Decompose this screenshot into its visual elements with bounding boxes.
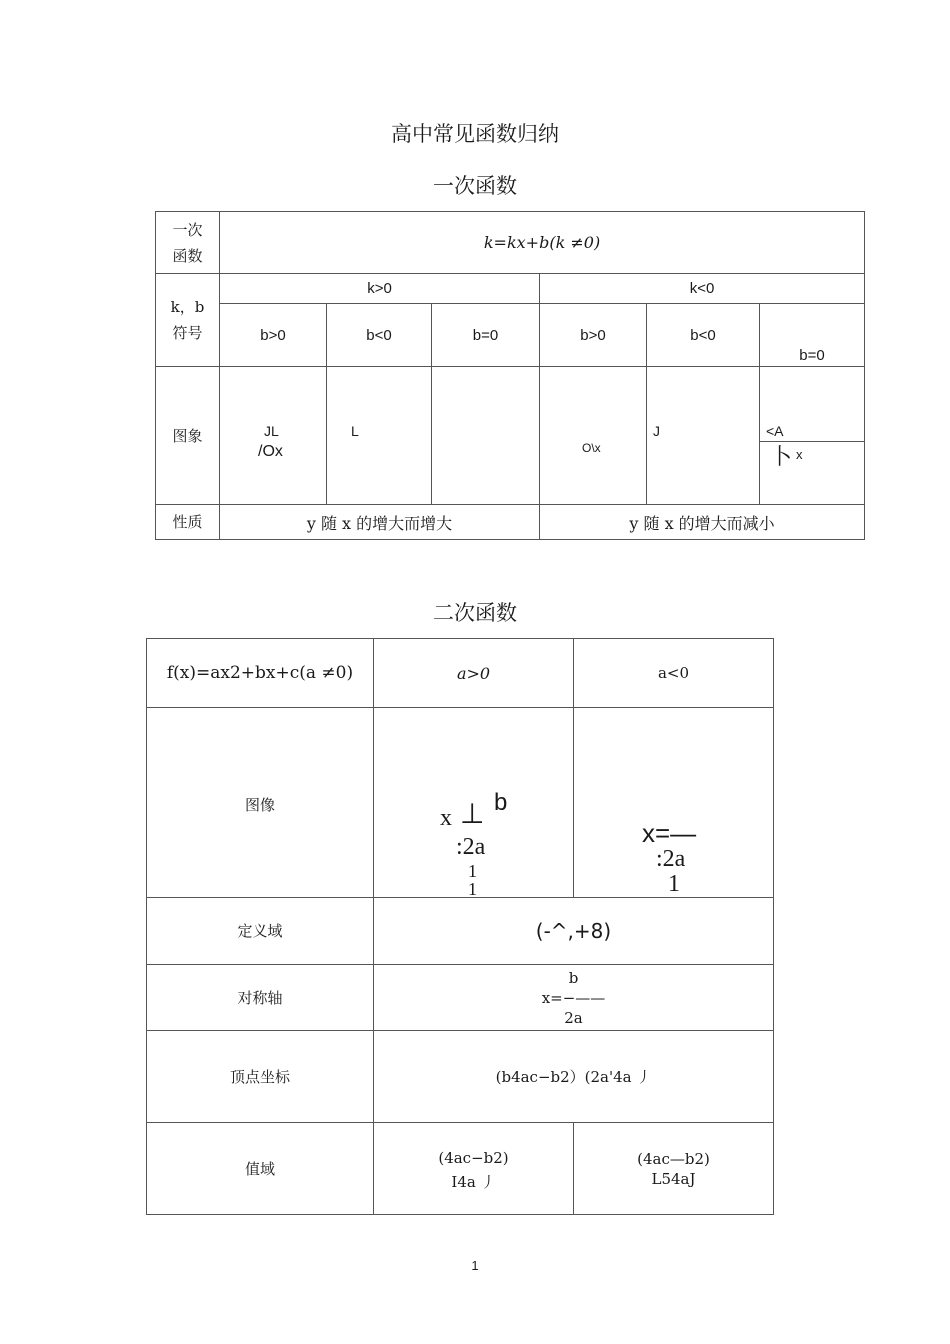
range-positive [374, 1123, 574, 1215]
b-label-3: b=0 [432, 304, 540, 367]
img-pos-one-1: 1 [468, 861, 477, 881]
axis-b: b [568, 968, 579, 987]
img-neg-den: :2a [656, 846, 686, 872]
graph-cell-2 [327, 367, 432, 505]
quadratic-image-positive [374, 708, 574, 898]
b-label-5: b<0 [647, 304, 760, 367]
vertex-value: (b4ac−b2）(2a'4a 丿 [374, 1031, 774, 1123]
vertex-label: 顶点坐标 [147, 1031, 374, 1123]
domain-value: (-^,+8) [374, 898, 774, 965]
img-pos-b: b [494, 789, 508, 816]
img-pos-den: :2a [456, 834, 486, 860]
domain-label: 定义域 [147, 898, 374, 965]
property-label: 性质 [156, 505, 220, 540]
quadratic-image-negative [574, 708, 774, 898]
graph-text-o-x: O\x [582, 441, 601, 455]
range-neg-line-2: L54aJ [651, 1169, 696, 1188]
quadratic-image-label: 图像 [147, 708, 374, 898]
axis-label: 对称轴 [147, 965, 374, 1031]
linear-image-label: 图象 [156, 367, 220, 505]
range-pos-line-2: I4a 丿 [451, 1172, 496, 1191]
img-neg-one: 1 [668, 871, 680, 897]
axis-x: x=−—— [541, 988, 606, 1007]
sign-label-text: k，b符号 [170, 298, 205, 342]
img-pos-one-2: 1 [468, 879, 477, 899]
linear-function-table [155, 211, 865, 540]
graph-cell-4 [540, 367, 647, 505]
b-label-6: b=0 [760, 304, 865, 367]
linear-formula: k=kx+b(k ≠0) [220, 212, 865, 274]
property-decreasing: y 随 x 的增大而减小 [540, 505, 865, 540]
graph-text-j: J [653, 423, 660, 439]
property-increasing: y 随 x 的增大而增大 [220, 505, 540, 540]
axis-value [374, 965, 774, 1031]
sign-label [156, 274, 220, 367]
range-negative [574, 1123, 774, 1215]
graph-cell-6 [760, 367, 865, 505]
range-pos-line-1: (4ac−b2) [438, 1148, 509, 1167]
a-negative-header: a<0 [574, 639, 774, 708]
quadratic-function-table [146, 638, 774, 1215]
img-neg-top: x=— [642, 818, 697, 848]
img-pos-x: x [440, 805, 452, 831]
graph-text-x: x [796, 447, 803, 462]
graph-cell-3 [432, 367, 540, 505]
page-number: 1 [471, 1258, 479, 1273]
range-neg-line-1: (4ac—b2) [637, 1149, 710, 1168]
graph-cell-6-divider [760, 441, 864, 442]
quadratic-section-heading: 二次函数 [433, 601, 517, 625]
graph-text-a: <A [766, 423, 784, 439]
range-label: 值域 [147, 1123, 374, 1215]
document-title: 高中常见函数归纳 [391, 122, 559, 146]
linear-section-heading: 一次函数 [433, 174, 517, 198]
graph-text-l: L [351, 423, 359, 439]
b-label-4: b>0 [540, 304, 647, 367]
linear-row-label [156, 212, 220, 274]
graph-text-jl: JL [264, 423, 279, 439]
img-pos-perp: ⊥ [460, 799, 485, 830]
axis-den: 2a [564, 1008, 583, 1027]
graph-text-bu: 卜 [770, 445, 793, 470]
linear-row-label-text: 一次函数 [172, 220, 203, 265]
k-negative-header: k<0 [540, 274, 865, 304]
b-label-2: b<0 [327, 304, 432, 367]
quadratic-formula: f(x)=ax2+bx+c(a ≠0) [147, 639, 374, 708]
graph-text-ox: /Ox [258, 443, 283, 460]
b-label-1: b>0 [220, 304, 327, 367]
k-positive-header: k>0 [220, 274, 540, 304]
graph-cell-1 [220, 367, 327, 505]
graph-cell-5 [647, 367, 760, 505]
a-positive-header: a>0 [374, 639, 574, 708]
